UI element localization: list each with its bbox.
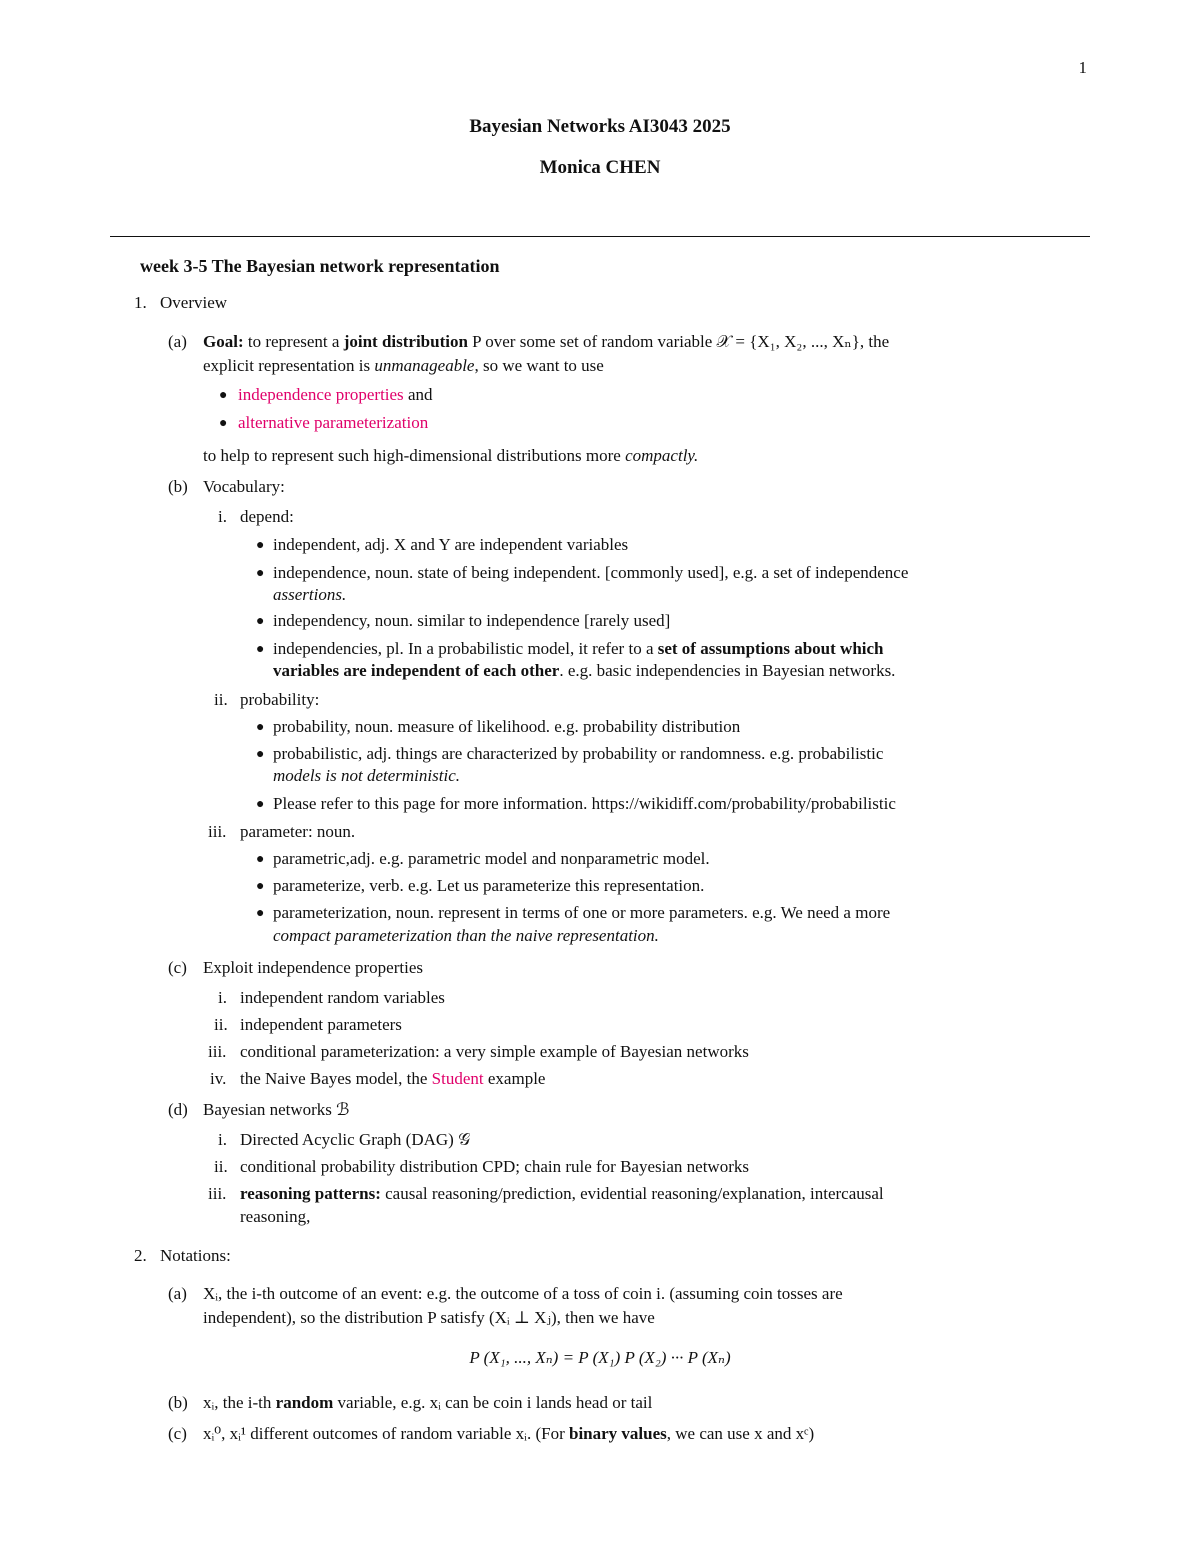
list-item: independent random variables xyxy=(240,988,445,1007)
bullet-icon: ● xyxy=(256,538,265,553)
reasoning-patterns-l2: reasoning, xyxy=(240,1207,311,1226)
tail-text: to help to represent such high-dimensional distributions more xyxy=(203,446,621,465)
notation-a-l1: Xᵢ, the i-th outcome of an event: e.g. the outcome of a toss of coin i. (assuming coin tosses are xyxy=(203,1284,843,1303)
bullet-icon: ● xyxy=(219,416,228,431)
sub-marker: iv. xyxy=(210,1069,227,1088)
bayesian-networks-heading: Bayesian networks ℬ xyxy=(203,1100,350,1119)
notation-b xyxy=(203,1393,652,1413)
sub-marker: ii. xyxy=(214,1015,228,1034)
product-equation: P (X₁, ..., Xₙ) = P (X₁) P (X₂) ··· P (Xₙ) xyxy=(469,1348,731,1367)
random-term: random xyxy=(275,1393,334,1412)
joint-distribution-term: joint distribution xyxy=(343,332,468,351)
vocab-independencies-l2 xyxy=(273,661,895,681)
list-item: Directed Acyclic Graph (DAG) 𝒢 xyxy=(240,1130,471,1149)
goal-text-3: explicit representation is xyxy=(203,356,371,375)
horizontal-rule xyxy=(110,236,1090,237)
item-marker-c: (c) xyxy=(168,1424,187,1443)
item-marker-b: (b) xyxy=(168,1393,188,1412)
sub-marker: ii. xyxy=(214,690,228,709)
bullet-tail: and xyxy=(407,385,433,404)
bullet-icon: ● xyxy=(256,642,265,657)
overview-heading: Overview xyxy=(160,293,228,312)
goal-line-2 xyxy=(203,356,604,376)
notation-c-text-2: , we can use x and xᶜ) xyxy=(666,1424,815,1443)
notation-c xyxy=(203,1424,814,1444)
author-name: Monica CHEN xyxy=(539,157,661,178)
reasoning-patterns-l1 xyxy=(240,1184,884,1204)
vocab-refer-link[interactable]: Please refer to this page for more information. https://wikidiff.com/probability/probabilistic xyxy=(273,794,896,813)
bullet-icon: ● xyxy=(219,388,228,403)
vocab-parametric: parametric,adj. e.g. parametric model and nonparametric model. xyxy=(273,849,710,868)
section-title: week 3-5 The Bayesian network representation xyxy=(140,256,500,276)
tail-italic: compactly. xyxy=(625,446,699,465)
list-marker: 1. xyxy=(134,293,147,312)
list-item-naive-bayes xyxy=(240,1069,545,1089)
vocab-parameterization-l2: compact parameterization than the naive representation. xyxy=(273,926,659,945)
document-title: Bayesian Networks AI3043 2025 xyxy=(469,116,731,137)
notations-heading: Notations: xyxy=(160,1246,231,1265)
naive-bayes-text: the Naive Bayes model, the xyxy=(240,1069,428,1088)
independencies-tail: . e.g. basic independencies in Bayesian networks. xyxy=(559,661,896,680)
parameter-heading: parameter: noun. xyxy=(240,822,356,841)
binary-values-term: binary values xyxy=(568,1424,667,1443)
vocab-probabilistic-l1: probabilistic, adj. things are characterized by probability or randomness. e.g. probabilistic xyxy=(273,744,884,763)
vocab-independent: independent, adj. X and Y are independent variables xyxy=(273,535,629,554)
vocab-probabilistic-l2: models is not deterministic. xyxy=(273,766,460,785)
notation-b-text-2: variable, e.g. xᵢ can be coin i lands head or tail xyxy=(337,1393,653,1412)
bullet-icon: ● xyxy=(256,906,265,921)
goal-label: Goal: xyxy=(203,332,244,351)
bullet-icon: ● xyxy=(256,614,265,629)
goal-text-4: , so we want to use xyxy=(474,356,604,375)
exploit-heading: Exploit independence properties xyxy=(203,958,423,977)
notation-b-text: xᵢ, the i-th xyxy=(203,1393,272,1412)
student-link[interactable]: Student xyxy=(431,1069,484,1088)
probability-heading: probability: xyxy=(240,690,320,709)
vocab-parameterize: parameterize, verb. e.g. Let us parameterize this representation. xyxy=(273,876,705,895)
notation-c-text: xᵢ⁰, xᵢ¹ different outcomes of random variable xᵢ. (For xyxy=(203,1424,565,1443)
vocab-independency: independency, noun. similar to independence [rarely used] xyxy=(273,611,671,630)
unmanageable-term: unmanageable xyxy=(374,356,475,375)
page-number: 1 xyxy=(1078,58,1087,77)
list-marker: 2. xyxy=(134,1246,147,1265)
vocab-independence-l2: assertions. xyxy=(273,585,347,604)
bullet-icon: ● xyxy=(256,797,265,812)
sub-marker: iii. xyxy=(208,1042,227,1061)
alternative-parameterization-link[interactable]: alternative parameterization xyxy=(238,413,429,432)
goal-tail xyxy=(203,446,698,466)
depend-heading: depend: xyxy=(240,507,294,526)
independencies-bold-2: variables are independent of each other xyxy=(273,661,560,680)
sub-marker: i. xyxy=(218,507,227,526)
item-marker-b: (b) xyxy=(168,477,188,496)
list-item: conditional parameterization: a very simple example of Bayesian networks xyxy=(240,1042,749,1061)
vocab-independencies-l1 xyxy=(273,639,884,659)
bullet-icon: ● xyxy=(256,566,265,581)
item-marker-a: (a) xyxy=(168,1284,187,1303)
reasoning-patterns-text: causal reasoning/prediction, evidential reasoning/explanation, intercausal xyxy=(385,1184,884,1203)
reasoning-patterns-label: reasoning patterns: xyxy=(240,1184,381,1203)
bullet-icon: ● xyxy=(256,879,265,894)
independencies-bold: set of assumptions about which xyxy=(657,639,884,658)
item-marker-a: (a) xyxy=(168,332,187,351)
vocab-parameterization-l1: parameterization, noun. represent in terms of one or more parameters. e.g. We need a more xyxy=(273,903,891,922)
independence-properties-link[interactable]: independence properties xyxy=(238,385,404,404)
goal-line-1 xyxy=(203,332,889,352)
list-item: conditional probability distribution CPD; chain rule for Bayesian networks xyxy=(240,1157,749,1176)
bullet-icon: ● xyxy=(256,852,265,867)
item-marker-c: (c) xyxy=(168,958,187,977)
list-item: independent parameters xyxy=(240,1015,402,1034)
bullet-icon: ● xyxy=(256,747,265,762)
independencies-text: independencies, pl. In a probabilistic model, it refer to a xyxy=(273,639,654,658)
sub-marker: i. xyxy=(218,988,227,1007)
goal-text: to represent a xyxy=(247,332,340,351)
item-marker-d: (d) xyxy=(168,1100,188,1119)
sub-marker: iii. xyxy=(208,822,227,841)
notation-a-l2: independent), so the distribution P satisfy (Xᵢ ⊥ Xⱼ), then we have xyxy=(203,1308,655,1327)
bullet-icon: ● xyxy=(256,720,265,735)
goal-text-2: P over some set of random variable 𝒳 = {X₁, X₂, ..., Xₙ}, the xyxy=(472,332,890,351)
vocab-probability: probability, noun. measure of likelihood. e.g. probability distribution xyxy=(273,717,741,736)
sub-marker: ii. xyxy=(214,1157,228,1176)
vocab-independence-l1: independence, noun. state of being independent. [commonly used], e.g. a set of independence xyxy=(273,563,909,582)
example-text: example xyxy=(487,1069,546,1088)
vocabulary-heading: Vocabulary: xyxy=(203,477,285,496)
bullet-independence xyxy=(238,385,432,405)
sub-marker: i. xyxy=(218,1130,227,1149)
sub-marker: iii. xyxy=(208,1184,227,1203)
